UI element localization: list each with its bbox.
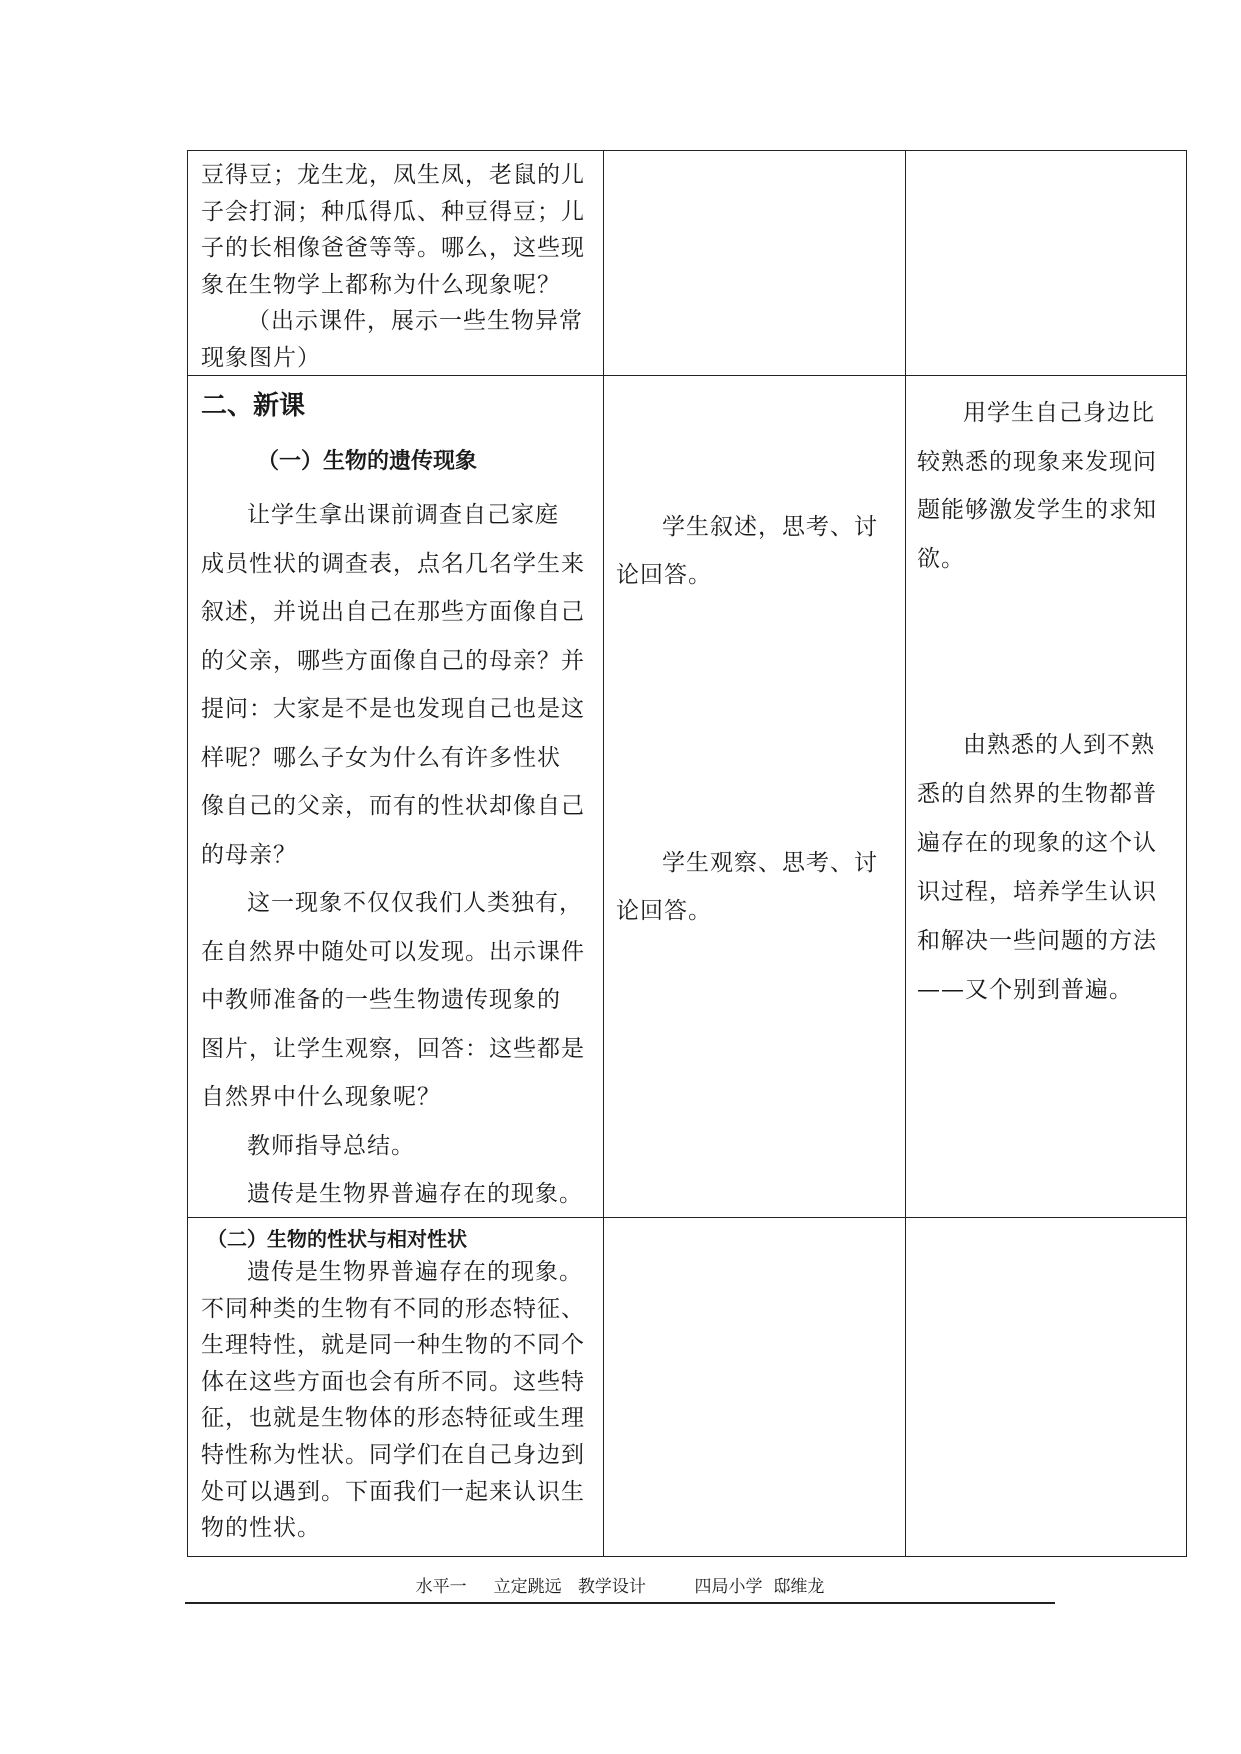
text-line: 中教师准备的一些生物遗传现象的 — [201, 987, 561, 1013]
text-line: 遍存在的现象的这个认 — [917, 830, 1157, 856]
text-line: 学生观察、思考、讨 — [662, 850, 878, 876]
row3-teacher-activity — [201, 1224, 596, 1547]
text-line: 叙述，并说出自己在那些方面像自己 — [201, 599, 585, 625]
text-line: 的父亲，哪些方面像自己的母亲？并 — [201, 647, 585, 674]
text-line: 悉的自然界的生物都普 — [917, 781, 1157, 807]
paragraph-block — [201, 491, 596, 1219]
text-line: 生理特性，就是同一种生物的不同个 — [201, 1332, 585, 1359]
row2-student-activity-1 — [616, 503, 896, 599]
text-line: 在自然界中随处可以发现。出示课件 — [201, 938, 585, 965]
text-line: 图片，让学生观察，回答：这些都是 — [201, 1035, 585, 1062]
page-footer: 水平一 立定跳远 教学设计 四局小学 邸维龙 — [415, 1577, 825, 1597]
text-line: 子会打洞；种瓜得瓜、种豆得豆；儿 — [201, 198, 585, 225]
text-line: 遗传是生物界普遍存在的现象。 — [247, 1181, 583, 1207]
row2-student-activity-2 — [616, 839, 896, 935]
column-divider — [905, 151, 906, 1556]
text-line: （出示课件，展示一些生物异常 — [247, 308, 583, 335]
text-line: 由熟悉的人到不熟 — [963, 732, 1155, 758]
row2-design-intent-2 — [917, 721, 1179, 1015]
text-line: 自然界中什么现象呢？ — [201, 1084, 441, 1110]
text-line: 物的性状。 — [201, 1515, 321, 1542]
text-line: 论回答。 — [616, 562, 712, 588]
text-line: 欲。 — [917, 545, 965, 572]
text-line: 论回答。 — [616, 898, 712, 924]
footer-rule — [185, 1602, 1055, 1604]
text-line: 提问：大家是不是也发现自己也是这 — [201, 696, 585, 722]
text-line: 现象图片） — [201, 344, 321, 371]
text-line: 样呢？哪么子女为什么有许多性状 — [201, 744, 561, 771]
text-line: 较熟悉的现象来发现问 — [917, 448, 1157, 475]
row1-teacher-activity — [201, 157, 596, 377]
text-line: 这一现象不仅仅我们人类独有， — [247, 890, 583, 916]
paragraph-block — [201, 1254, 596, 1547]
section-heading: 二、新课 — [201, 391, 306, 421]
text-line: 遗传是生物界普遍存在的现象。 — [247, 1259, 583, 1285]
text-line: 特性称为性状。同学们在自己身边到 — [201, 1441, 585, 1468]
row2-teacher-activity — [201, 389, 596, 1219]
text-line: ——又个别到普遍。 — [917, 977, 1133, 1003]
text-line: 学生叙述，思考、讨 — [662, 514, 878, 540]
text-line: 子的长相像爸爸等等。哪么，这些现 — [201, 235, 585, 262]
subsection-heading: （一）生物的遗传现象 — [257, 449, 478, 474]
text-line: 题能够激发学生的求知 — [917, 497, 1157, 523]
text-line: 用学生自己身边比 — [963, 400, 1155, 426]
text-line: 像自己的父亲，而有的性状却像自己 — [201, 793, 585, 819]
text-line: 识过程，培养学生认识 — [917, 879, 1157, 905]
text-line: 和解决一些问题的方法 — [917, 928, 1157, 954]
text-line: 让学生拿出课前调查自己家庭 — [247, 502, 559, 528]
text-line: 征，也就是生物体的形态特征或生理 — [201, 1405, 585, 1432]
row2-design-intent-1 — [917, 389, 1179, 583]
column-divider — [603, 151, 604, 1556]
subsection-heading: （二）生物的性状与相对性状 — [207, 1227, 467, 1251]
text-line: 的母亲？ — [201, 841, 297, 868]
text-line: 象在生物学上都称为什么现象呢？ — [201, 271, 561, 298]
text-line: 处可以遇到。下面我们一起来认识生 — [201, 1478, 585, 1505]
text-line: 教师指导总结。 — [247, 1132, 415, 1159]
text-line: 体在这些方面也会有所不同。这些特 — [201, 1368, 585, 1395]
text-line: 不同种类的生物有不同的形态特征、 — [201, 1295, 585, 1322]
text-line: 豆得豆；龙生龙，凤生凤，老鼠的儿 — [201, 162, 585, 188]
text-line: 成员性状的调查表，点名几名学生来 — [201, 550, 585, 577]
lesson-plan-table — [187, 150, 1187, 1557]
